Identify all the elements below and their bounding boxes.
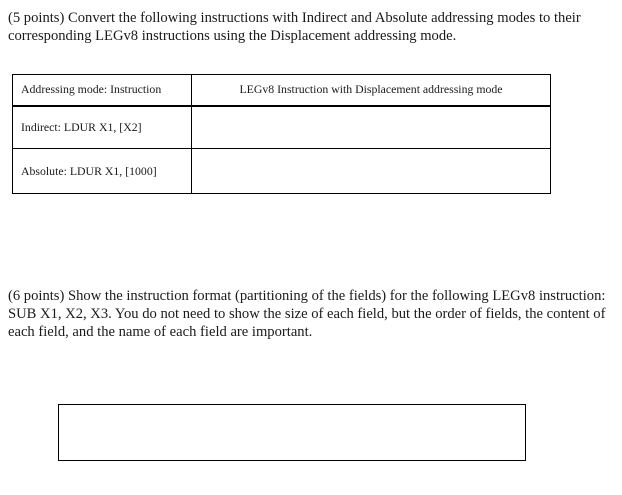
addressing-mode-table — [12, 74, 551, 194]
question-1-text: (5 points) Convert the following instructions with Indirect and Absolute addressing modes to their corresponding LEGv8 instructions using the Displacement addressing mode. — [8, 10, 581, 44]
header-addressing-mode: Addressing mode: Instruction — [13, 75, 192, 106]
table-header-row — [13, 75, 551, 106]
row-indirect-instruction: Indirect: LDUR X1, [X2] — [13, 106, 192, 149]
row-absolute-answer-cell[interactable] — [192, 149, 551, 194]
row-absolute-instruction: Absolute: LDUR X1, [1000] — [13, 149, 192, 194]
table-row — [13, 149, 551, 194]
row-indirect-answer-cell[interactable] — [192, 106, 551, 149]
instruction-format-answer-box[interactable] — [58, 404, 526, 461]
table-row — [13, 106, 551, 149]
header-legv8-displacement: LEGv8 Instruction with Displacement addressing mode — [192, 75, 551, 106]
question-2-text: (6 points) Show the instruction format (partitioning of the fields) for the following LEGv8 instruction: SUB X1, X2, X3. You do not need to show the size of each field, but the order of fields, the content of each field, and the name of each field are important. — [8, 288, 606, 340]
